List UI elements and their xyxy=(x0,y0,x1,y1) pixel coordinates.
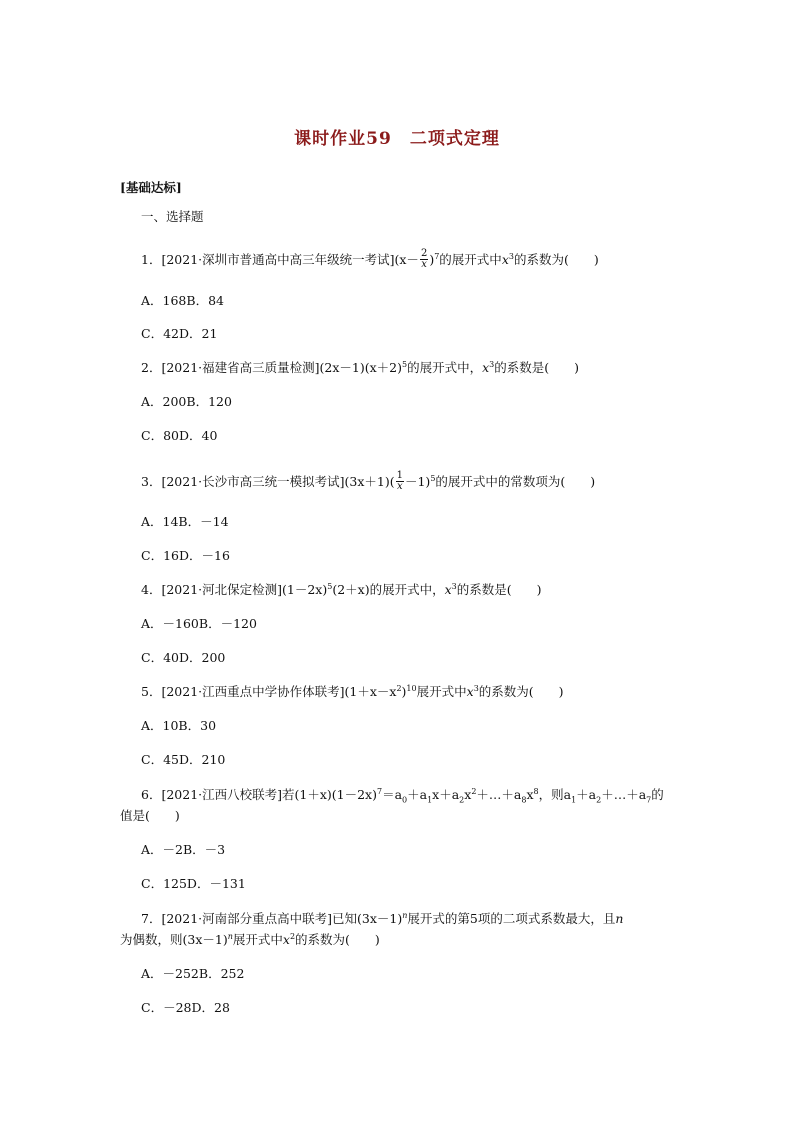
question-6-options-ab: A．－2B．－3 xyxy=(141,842,226,857)
question-7-options-ab: A．－252B．252 xyxy=(141,966,245,981)
question-3: 3．[2021·长沙市高三统一模拟考试](3x＋1)( $\frac{1}{x}$ －1)$^5$的展开式中的常数项为( ) xyxy=(141,470,596,492)
question-7-line-2: 为偶数，则$(3x-1)^n$展开式中$x^2$的系数为( ) xyxy=(120,931,380,947)
subsection-heading: 一、选择题 xyxy=(141,209,204,224)
question-5-options-ab: A．10B．30 xyxy=(141,718,217,733)
question-4-options-ab: A．－160B．－120 xyxy=(141,616,257,631)
question-6: 6．[2021·江西八校联考]若$(1+x)(1-2x)^7=a_0+a_1x+a_2x^2+\dots+a_8x^8$，则$a_1+a_2+\dots+a_7$的 xyxy=(141,786,664,805)
question-1-options-ab: A．168B．84 xyxy=(141,293,224,308)
section-heading: [基础达标] xyxy=(120,180,182,195)
question-4: 4．[2021·河北保定检测]$(1-2x)^5(2+x)$的展开式中，$x^3$的系数是( ) xyxy=(141,581,542,597)
question-7: 7．[2021·河南部分重点高中联考]已知$(3x-1)^n$展开式的第5项的二项式系数最大，且n xyxy=(141,910,624,926)
fraction: $\frac{1}{x}$ xyxy=(396,470,403,492)
question-6-line-2: 值是( ) xyxy=(120,808,180,823)
question-2-options-ab: A．200B．120 xyxy=(141,394,232,409)
question-5-options-cd: C．45D．210 xyxy=(141,752,226,767)
question-2-options-cd: C．80D．40 xyxy=(141,428,218,443)
page-title: 课时作业59 二项式定理 xyxy=(294,129,500,149)
question-1-options-cd: C．42D．21 xyxy=(141,326,218,341)
question-5: 5．[2021·江西重点中学协作体联考]$(1+x-x^2)^{10}$展开式中$x^3$的系数为( ) xyxy=(141,683,564,699)
question-3-options-ab: A．14B．－14 xyxy=(141,514,229,529)
fraction: $\frac{2}{x}$ xyxy=(420,248,428,270)
question-6-options-cd: C．125D．－131 xyxy=(141,876,246,891)
question-2: 2．[2021·福建省高三质量检测]$(2x-1)(x+2)^5$的展开式中，$x^3$的系数是( ) xyxy=(141,359,579,375)
question-4-options-cd: C．40D．200 xyxy=(141,650,226,665)
question-1: 1．[2021·深圳市普通高中高三年级统一考试](x－ $\frac{2}{x}$ )$^7$的展开式中$x^3$的系数为( ) xyxy=(141,248,599,270)
question-7-options-cd: C．－28D．28 xyxy=(141,1000,230,1015)
question-3-options-cd: C．16D．－16 xyxy=(141,548,230,563)
